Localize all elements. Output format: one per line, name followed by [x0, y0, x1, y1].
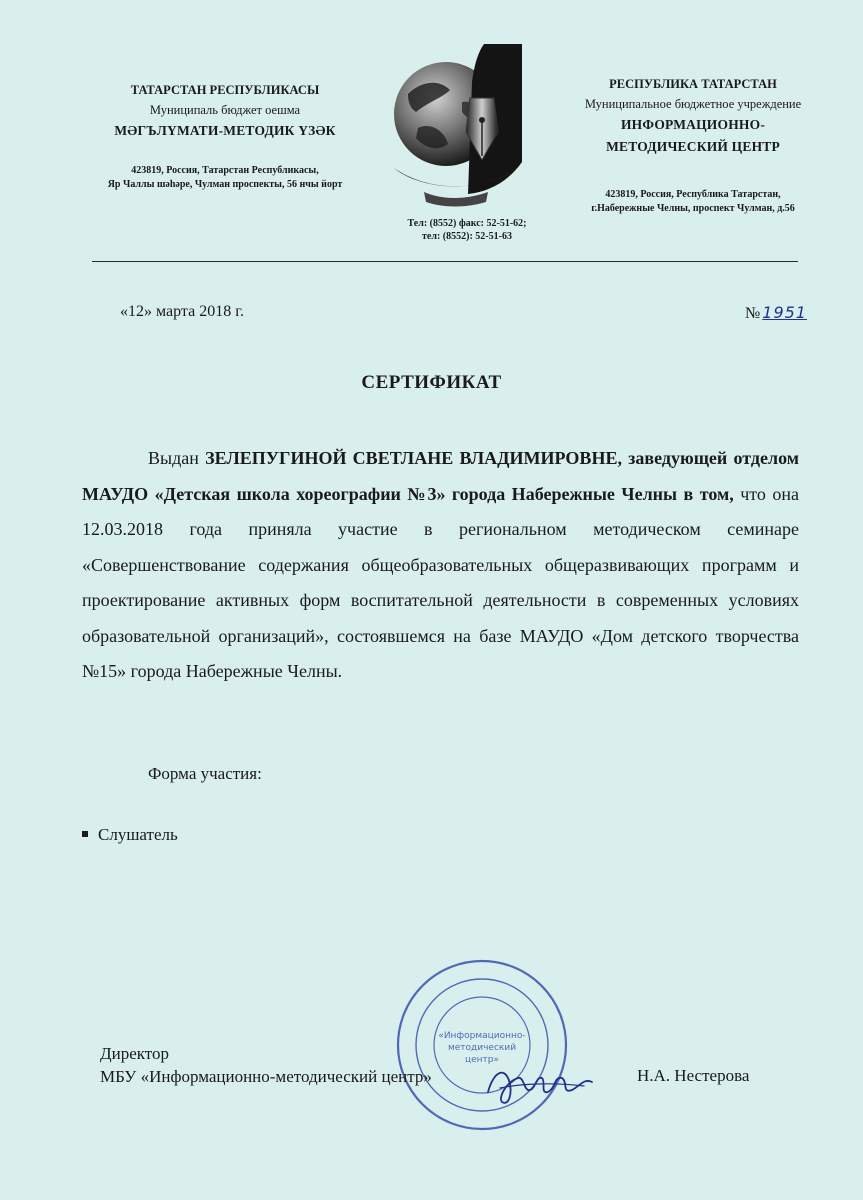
- signatory-role-line1: Директор: [100, 1044, 169, 1063]
- header-left-org-name: МӘГЪЛҮМАТИ-МЕТОДИК ҮЗӘК: [114, 123, 336, 138]
- header-left-address: [60, 164, 390, 192]
- header-right-institution: Муниципальное бюджетное учреждение: [584, 97, 802, 111]
- contact-line2: тел: (8552): 52-51-63: [422, 231, 512, 242]
- document-date: «12» марта 2018 г.: [120, 303, 244, 320]
- stamp-center-line2: методический: [447, 1043, 517, 1053]
- participation-form-label: Форма участия:: [148, 764, 262, 783]
- header-right-republic: РЕСПУБЛИКА ТАТАРСТАН: [609, 77, 777, 91]
- header-right-russian: [538, 74, 848, 216]
- header-divider: [92, 261, 798, 262]
- header-right-address-line1: 423819, Россия, Республика Татарстан,: [605, 189, 781, 200]
- header-left-republic: ТАТАРСТАН РЕСПУБЛИКАСЫ: [130, 83, 320, 97]
- participation-list-item: [82, 825, 178, 845]
- header-contact: [392, 217, 542, 243]
- header-right-org-name-line2: МЕТОДИЧЕСКИЙ ЦЕНТР: [606, 139, 780, 154]
- document-number-value: 1951: [762, 303, 807, 322]
- header-left-address-line1: 423819, Россия, Татарстан Республикасы,: [131, 165, 319, 176]
- contact-line1: Тел: (8552) факс: 52-51-62;: [407, 218, 527, 229]
- header-right-org-name-line1: ИНФОРМАЦИОННО-: [620, 117, 766, 132]
- globe-pen-logo-icon: [388, 42, 524, 207]
- certificate-body: [82, 441, 799, 690]
- bullet-icon: [82, 831, 88, 837]
- certificate-paragraph: [82, 441, 799, 690]
- document-number: [745, 303, 807, 323]
- certificate-text: что она 12.03.2018 года приняла участие в региональном методическом семинаре «Совершенствование содержания общеобразовательных общеразвивающих программ и проектирование активных форм воспитательной деятельности в современных условиях образовательной организаций», состоявшемся на базе МАУДО «Дом детского творчества №15» города Набережные Челны.: [82, 483, 799, 681]
- issued-word: Выдан: [148, 448, 199, 468]
- header-left-tatar: [60, 80, 390, 192]
- signatory-name: Н.А. Нестерова: [637, 1066, 750, 1085]
- header-right-address: [538, 188, 848, 216]
- signatory-role: [100, 1042, 432, 1088]
- stamp-center-line3: центр»: [464, 1055, 500, 1065]
- participation-item-text: Слушатель: [98, 825, 178, 844]
- director-signature-icon: [480, 1048, 600, 1118]
- signatory-role-line2: МБУ «Информационно-методический центр»: [100, 1067, 432, 1086]
- header-right-address-line2: г.Набережные Челны, проспект Чулман, д.56: [591, 203, 795, 214]
- header-left-address-line2: Яр Чаллы шәһәре, Чулман проспекты, 56 нчы йорт: [107, 179, 343, 190]
- document-title: СЕРТИФИКАТ: [361, 372, 502, 393]
- recipient-text: ЗЕЛЕПУГИНОЙ СВЕТЛАНЕ ВЛАДИМИРОВНЕ, заведующей отделом МАУДО «Детская школа хореографии №3» города Набережные Челны в том,: [82, 448, 799, 504]
- header-left-institution: Муниципаль бюджет оешма: [149, 103, 301, 117]
- stamp-center-line1: «Информационно-: [438, 1031, 526, 1041]
- document-number-prefix: №: [745, 305, 761, 322]
